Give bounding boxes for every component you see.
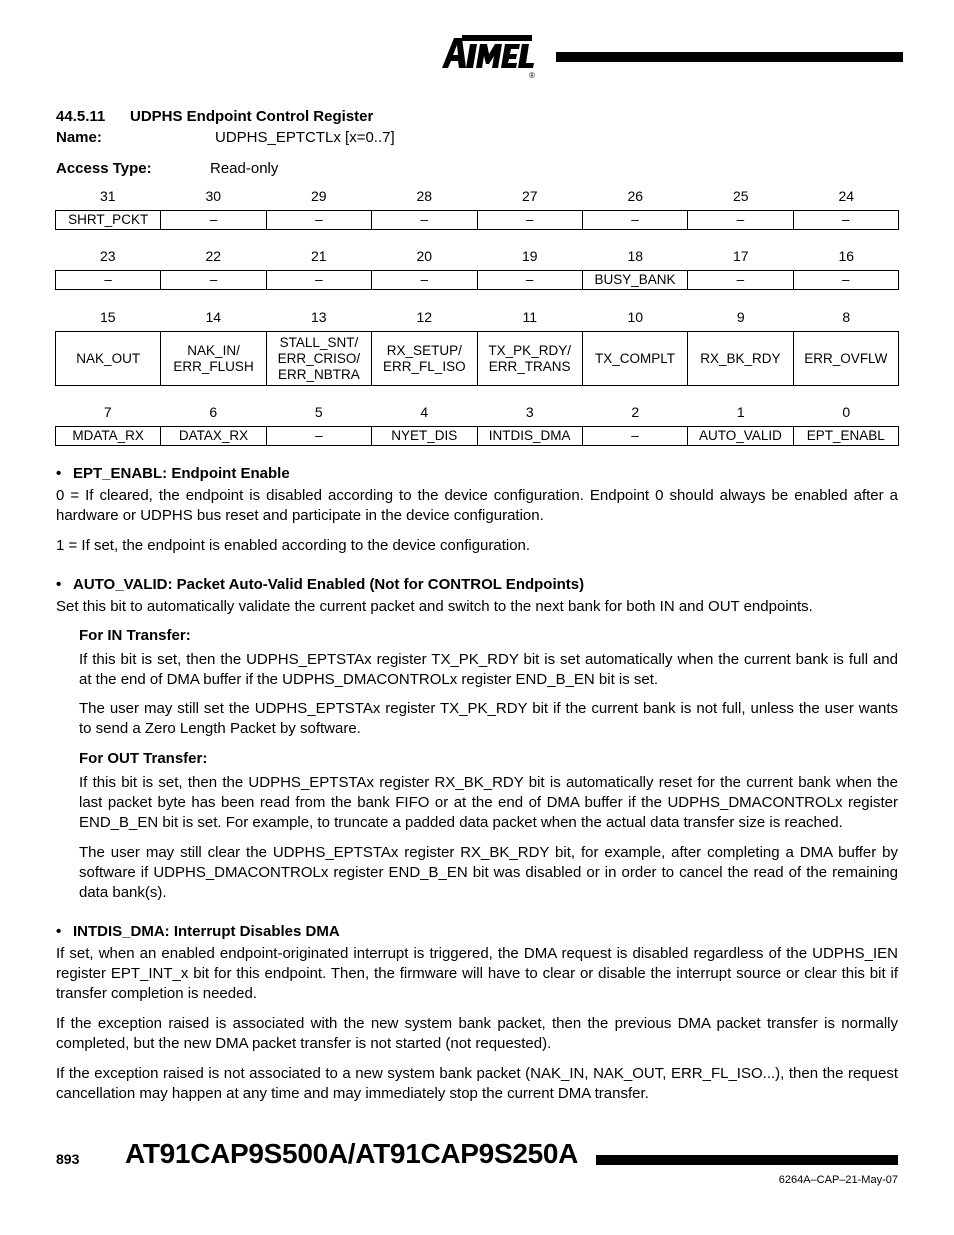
name-label: Name: (56, 129, 102, 146)
bit-number: 14 (205, 309, 222, 325)
field-cell: – (582, 211, 687, 230)
field-line: RX_SETUP/ (386, 342, 462, 358)
field-cell (266, 332, 371, 386)
bit-number: 12 (416, 309, 433, 325)
register-byte-2 (55, 248, 899, 290)
field-cell: – (266, 427, 371, 446)
bit-numbers (55, 309, 899, 327)
field-line: ERR_TRANS (488, 358, 571, 374)
field-cell: INTDIS_DMA (477, 427, 582, 446)
bit-number: 1 (736, 404, 745, 420)
field-cell (56, 332, 161, 386)
field-line: ERR_CRISO/ (277, 350, 361, 366)
intdis-dma-p1: If set, when an enabled endpoint-originated interrupt is triggered, the DMA request is disabled regardless of the UDPHS_IEN register EPT_INT_x bit for this endpoint. Then, the firmware will have to clear or disable the interrupt source or clear this bit if transfer completion is needed. (56, 945, 898, 1002)
bit-numbers (55, 188, 899, 206)
section-heading (56, 108, 373, 125)
ept-enabl-heading (56, 465, 290, 482)
page-number: 893 (56, 1151, 80, 1167)
bit-number: 4 (420, 404, 429, 420)
out-transfer-heading: For OUT Transfer: (79, 750, 208, 767)
bit-number: 13 (310, 309, 327, 325)
bit-number: 3 (525, 404, 534, 420)
intdis-dma-p3: If the exception raised is not associated to a new system bank packet (NAK_IN, NAK_OUT, ERR_FL_ISO...), then the request cancellation may happen at any time and may immediately stop the current DMA transfer. (56, 1065, 898, 1102)
bit-number: 0 (842, 404, 851, 420)
field-cell: – (793, 211, 898, 230)
field-cell: EPT_ENABL (793, 427, 898, 446)
field-line: STALL_SNT/ (279, 334, 359, 350)
field-cell: SHRT_PCKT (56, 211, 161, 230)
register-byte-1 (55, 309, 899, 386)
intdis-dma-heading (56, 923, 340, 940)
field-cell: MDATA_RX (56, 427, 161, 446)
register-fields (55, 270, 899, 290)
bit-number: 16 (838, 248, 855, 264)
bit-number: 11 (522, 309, 538, 325)
section-title: UDPHS Endpoint Control Register (130, 108, 374, 125)
field-cell: – (477, 271, 582, 290)
bit-number: 21 (310, 248, 327, 264)
field-cell: BUSY_BANK (582, 271, 687, 290)
bit-number: 30 (205, 188, 222, 204)
intdis-dma-title: INTDIS_DMA: Interrupt Disables DMA (73, 923, 340, 940)
field-cell: – (793, 271, 898, 290)
bullet-dot: • (56, 465, 62, 482)
field-line: ERR_NBTRA (278, 366, 360, 382)
name-value: UDPHS_EPTCTLx [x=0..7] (215, 129, 395, 146)
bit-number: 29 (310, 188, 327, 204)
field-line: RX_BK_RDY (700, 350, 781, 366)
field-line: NAK_IN/ (187, 342, 240, 358)
field-cell (688, 332, 793, 386)
field-cell: – (477, 211, 582, 230)
bullet-dot: • (56, 923, 62, 940)
register-fields (55, 426, 899, 446)
field-cell: – (372, 271, 477, 290)
field-cell: – (161, 271, 266, 290)
field-cell: – (266, 271, 371, 290)
bit-number: 18 (627, 248, 644, 264)
field-cell: – (161, 211, 266, 230)
bit-number: 9 (736, 309, 745, 325)
bit-number: 24 (838, 188, 855, 204)
document-code: 6264A–CAP–21-May-07 (778, 1174, 898, 1186)
field-line: TX_COMPLT (595, 350, 676, 366)
field-cell: DATAX_RX (161, 427, 266, 446)
header-rule (556, 52, 903, 62)
field-line: TX_PK_RDY/ (488, 342, 571, 358)
register-byte-3 (55, 188, 899, 230)
bit-number: 7 (103, 404, 112, 420)
bit-number: 15 (99, 309, 116, 325)
atmel-logo (440, 30, 540, 80)
bit-number: 2 (631, 404, 640, 420)
bit-number: 10 (627, 309, 644, 325)
footer-rule (596, 1155, 898, 1165)
bit-number: 25 (732, 188, 749, 204)
bit-number: 6 (209, 404, 218, 420)
register-byte-0 (55, 404, 899, 446)
access-type-label: Access Type: (56, 160, 152, 177)
bit-number: 23 (99, 248, 116, 264)
register-fields (55, 210, 899, 230)
field-cell: – (56, 271, 161, 290)
ept-enabl-title: EPT_ENABL: Endpoint Enable (73, 465, 290, 482)
bit-numbers (55, 248, 899, 266)
field-line: ERR_FLUSH (173, 358, 254, 374)
auto-valid-heading (56, 576, 584, 593)
field-cell (372, 332, 477, 386)
field-cell: AUTO_VALID (688, 427, 793, 446)
ept-enabl-p2: 1 = If set, the endpoint is enabled according to the device configuration. (56, 537, 531, 554)
auto-valid-title: AUTO_VALID: Packet Auto-Valid Enabled (Not for CONTROL Endpoints) (73, 576, 585, 593)
field-line: NAK_OUT (76, 350, 141, 366)
auto-valid-p1: Set this bit to automatically validate the current packet and switch to the next bank for both IN and OUT endpoints. (56, 598, 813, 615)
bit-number: 26 (627, 188, 644, 204)
intdis-dma-p2: If the exception raised is associated with the new system bank packet, then the previous DMA packet transfer is normally completed, but the new DMA packet transfer is not started (not requested). (56, 1015, 898, 1052)
field-cell (161, 332, 266, 386)
bit-number: 20 (416, 248, 433, 264)
field-cell: – (372, 211, 477, 230)
bit-number: 17 (732, 248, 749, 264)
bullet-dot: • (56, 576, 62, 593)
field-line: ERR_OVFLW (804, 350, 888, 366)
field-cell: NYET_DIS (372, 427, 477, 446)
document-title: AT91CAP9S500A/AT91CAP9S250A (125, 1138, 579, 1169)
bit-numbers (55, 404, 899, 422)
registered-mark: ® (529, 71, 535, 80)
ept-enabl-p1: 0 = If cleared, the endpoint is disabled according to the device configuration. Endpoint 0 should always be enabled after a hardware or UDPHS bus reset and participate in the device configuration. (56, 487, 898, 524)
bit-number: 5 (314, 404, 323, 420)
out-transfer-p1: If this bit is set, then the UDPHS_EPTSTAx register RX_BK_RDY bit is automatically reset for the current bank when the last packet byte has been read from the bank FIFO or at the end of DMA buffer if the UDPHS_DMACONTROLx register END_B_EN bit is set. For example, to truncate a padded data packet when the actual data transfer size is reached. (79, 774, 898, 831)
in-transfer-p2: The user may still set the UDPHS_EPTSTAx register TX_PK_RDY bit if the current bank is not full, unless the user wants to send a Zero Length Packet by software. (79, 700, 898, 737)
register-fields (55, 331, 899, 386)
field-cell: – (688, 271, 793, 290)
bit-number: 27 (521, 188, 538, 204)
bit-number: 28 (416, 188, 433, 204)
access-type-value: Read-only (210, 160, 279, 177)
in-transfer-heading: For IN Transfer: (79, 627, 191, 644)
field-cell: – (582, 427, 687, 446)
field-cell (793, 332, 898, 386)
field-cell: – (266, 211, 371, 230)
bit-number: 31 (99, 188, 116, 204)
in-transfer-p1: If this bit is set, then the UDPHS_EPTSTAx register TX_PK_RDY bit is set automatically when the current bank is full and at the end of DMA buffer if the UDPHS_DMACONTROLx register END_B_EN bit is set. (79, 651, 898, 688)
bit-number: 19 (521, 248, 538, 264)
field-cell (477, 332, 582, 386)
field-line: ERR_FL_ISO (383, 358, 466, 374)
field-cell (582, 332, 687, 386)
out-transfer-p2: The user may still clear the UDPHS_EPTSTAx register RX_BK_RDY bit, for example, after completing a DMA buffer by software if UDPHS_DMACONTROLx register END_B_EN bit was disabled or in order to cancel the read of the remaining data bank(s). (79, 844, 898, 901)
section-number: 44.5.11 (56, 108, 106, 125)
bit-number: 8 (842, 309, 851, 325)
field-cell: – (688, 211, 793, 230)
bit-number: 22 (205, 248, 222, 264)
